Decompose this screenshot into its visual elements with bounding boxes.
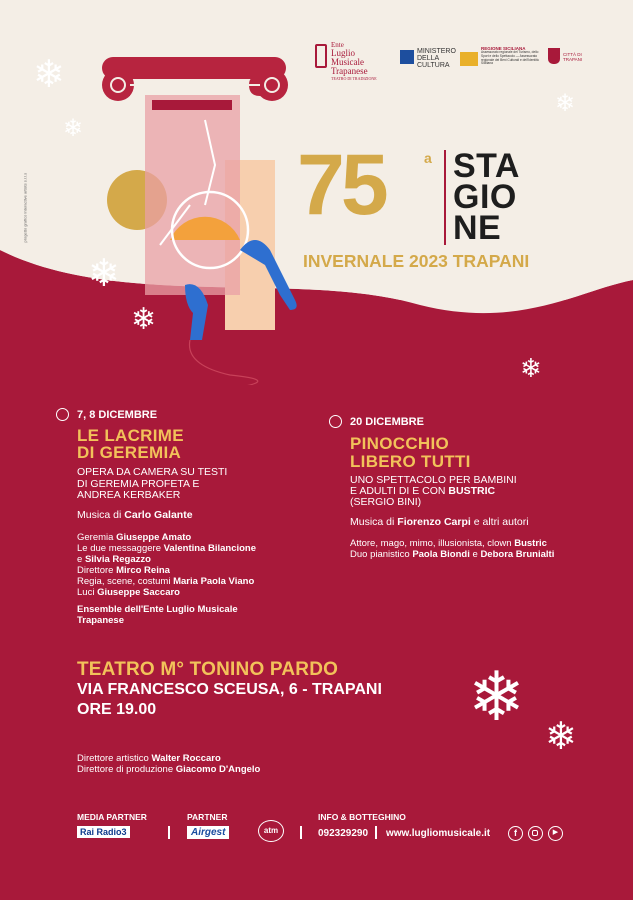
ente-word: Musicale [331,57,364,67]
event1-title-line1: LE LACRIME [77,426,184,445]
citta-word: TRAPANI [563,57,583,62]
ministero-word: DELLA [417,55,440,62]
snowflake-icon: ❄ [468,659,525,735]
ente-word: Trapanese [331,66,368,76]
cast-line: Geremia Giuseppe Amato [77,532,192,543]
cast-line: Regia, scene, costumi Maria Paola Viano [77,576,255,587]
event1-cast [77,532,327,598]
media-partner-label: MEDIA PARTNER [77,812,147,822]
credit-line: Duo pianistico Paola Biondi e Debora Brunialti [350,549,555,560]
event2-credits [350,538,620,560]
cast-line: Luci Giuseppe Saccaro [77,587,180,598]
event2-description [350,475,517,508]
snowflake-icon: ❄ [545,716,577,758]
event1-description [77,467,227,502]
website-link[interactable]: www.lugliomusicale.it [386,828,491,839]
footer-divider [300,826,302,839]
cast-line: e Silvia Regazzo [77,554,151,565]
footer-divider [375,826,377,839]
season-subtitle: INVERNALE 2023 TRAPANI [303,251,530,271]
ensemble-line: Trapanese [77,615,124,626]
column-mini-icon [56,408,69,421]
event1-title-line2: DI GEREMIA [77,443,182,462]
airgest-logo: Airgest [187,826,229,839]
event2-music: Musica di Fiorenzo Carpi e altri autori [350,516,529,528]
footer-divider [168,826,170,839]
directors [77,753,260,775]
snowflake-icon: ❄ [63,115,84,142]
stagione-word [453,147,520,247]
facebook-icon[interactable]: f [508,826,523,841]
ministero-word: MINISTERO [417,48,456,55]
snowflake-icon: ❄ [520,353,542,383]
cast-line: Le due messaggere Valentina Bilancione [77,543,257,554]
trinacria-icon [460,52,478,66]
ministero-emblem-icon [400,50,414,64]
description-line: UNO SPETTACOLO PER BAMBINI [350,474,517,486]
stagione-line: NE [453,209,502,247]
regione-title: REGIONE SICILIANA [481,46,526,51]
ensemble-line: Ensemble dell'Ente Luglio Musicale [77,604,238,615]
partner-label: PARTNER [187,812,228,822]
music-prefix: Musica di [77,509,122,521]
ente-luglio-logo [315,41,390,81]
instagram-icon[interactable] [528,826,543,841]
venue-address: VIA FRANCESCO SCEUSA, 6 - TRAPANI [77,681,382,698]
ente-word: TEATRO DI TRADIZIONE [331,76,377,81]
description-line: E ADULTI DI E CON BUSTRIC [350,485,496,497]
column-mini-icon [329,415,342,428]
description-line: OPERA DA CAMERA SU TESTI [77,466,228,478]
citta-word: CITTÀ DI [563,52,582,57]
info-label: INFO & BOTTEGHINO [318,812,406,822]
director-line: Direttore artistico Walter Roccaro [77,753,221,764]
atm-logo: atm [258,820,284,842]
credit-line: Attore, mago, mimo, illusionista, clown Bustric [350,538,547,549]
stagione-line: STA [453,147,520,185]
snowflake-icon: ❄ [131,303,157,336]
venue-time: ORE 19.00 [77,701,157,718]
phone-number[interactable]: 092329290 [318,828,369,839]
event1-music [77,509,193,521]
title-divider [444,150,446,245]
snowflake-icon: ❄ [88,253,120,295]
event2-title-line2: LIBERO TUTTI [350,452,471,471]
description-line: DI GEREMIA PROFETA E [77,477,200,490]
event1-date: 7, 8 DICEMBRE [77,409,158,421]
ente-word: Luglio [331,48,355,58]
event1-ensemble [77,604,238,626]
director-line: Direttore di produzione Giacomo D'Angelo [77,764,261,775]
graphic-credit: progetto grafico Interactive artists s.r.l.s [22,172,28,243]
rai-radio3-logo: Rai Radio3 [77,826,130,838]
stagione-line: GIO [453,178,517,216]
trapani-crest-icon [548,48,560,64]
snowflake-icon: ❄ [33,54,65,96]
ente-word: Ente [331,41,344,49]
event2-title-line1: PINOCCHIO [350,434,450,453]
snowflake-icon: ❄ [555,90,576,117]
column-illustration [90,55,320,385]
edition-number: 75 [297,137,385,233]
event2-date: 20 DICEMBRE [350,416,424,428]
description-line: (SERGIO BINI) [350,496,422,508]
cast-line: Direttore Mirco Reina [77,565,170,576]
composer-name: Carlo Galante [124,509,193,521]
ministero-word: CULTURA [417,62,450,69]
edition-superscript: a [424,150,432,166]
youtube-icon[interactable]: ▶ [548,826,563,841]
venue-name: TEATRO M° TONINO PARDO [77,659,339,680]
description-line: ANDREA KERBAKER [77,489,181,501]
regione-subtitle: Assessorato regionale del Turismo, dello Sport e dello Spettacolo — Assessorato regionale dei Beni Culturali e dell'Identità Siciliana [481,50,539,66]
